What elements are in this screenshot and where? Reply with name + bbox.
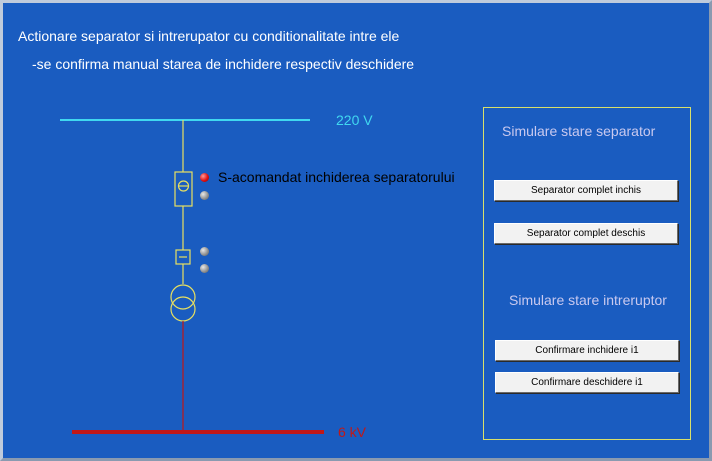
breaker-open-confirm-button[interactable]: Confirmare deschidere i1 <box>495 372 679 393</box>
separator-closed-button[interactable]: Separator complet inchis <box>494 180 678 201</box>
breaker-command-led <box>200 247 209 256</box>
breaker-close-confirm-button[interactable]: Confirmare inchidere i1 <box>495 340 679 361</box>
bus-6kv-label: 6 kV <box>338 424 367 440</box>
breaker-simulation-heading: Simulare stare intreruptor <box>509 292 667 308</box>
separator-open-button[interactable]: Separator complet deschis <box>494 223 678 244</box>
separator-command-led <box>200 173 209 182</box>
page-title: Actionare separator si intrerupator cu conditionalitate intre ele <box>18 28 400 44</box>
separator-simulation-heading: Simulare stare separator <box>502 123 656 139</box>
breaker-state-led <box>200 264 209 273</box>
status-message: S-acomandat inchiderea separatorului <box>218 169 455 185</box>
separator-state-led <box>200 191 209 200</box>
separator-symbol <box>175 172 192 206</box>
bus-220v-label: 220 V <box>336 112 373 128</box>
page-subtitle: -se confirma manual starea de inchidere respectiv deschidere <box>32 56 415 72</box>
